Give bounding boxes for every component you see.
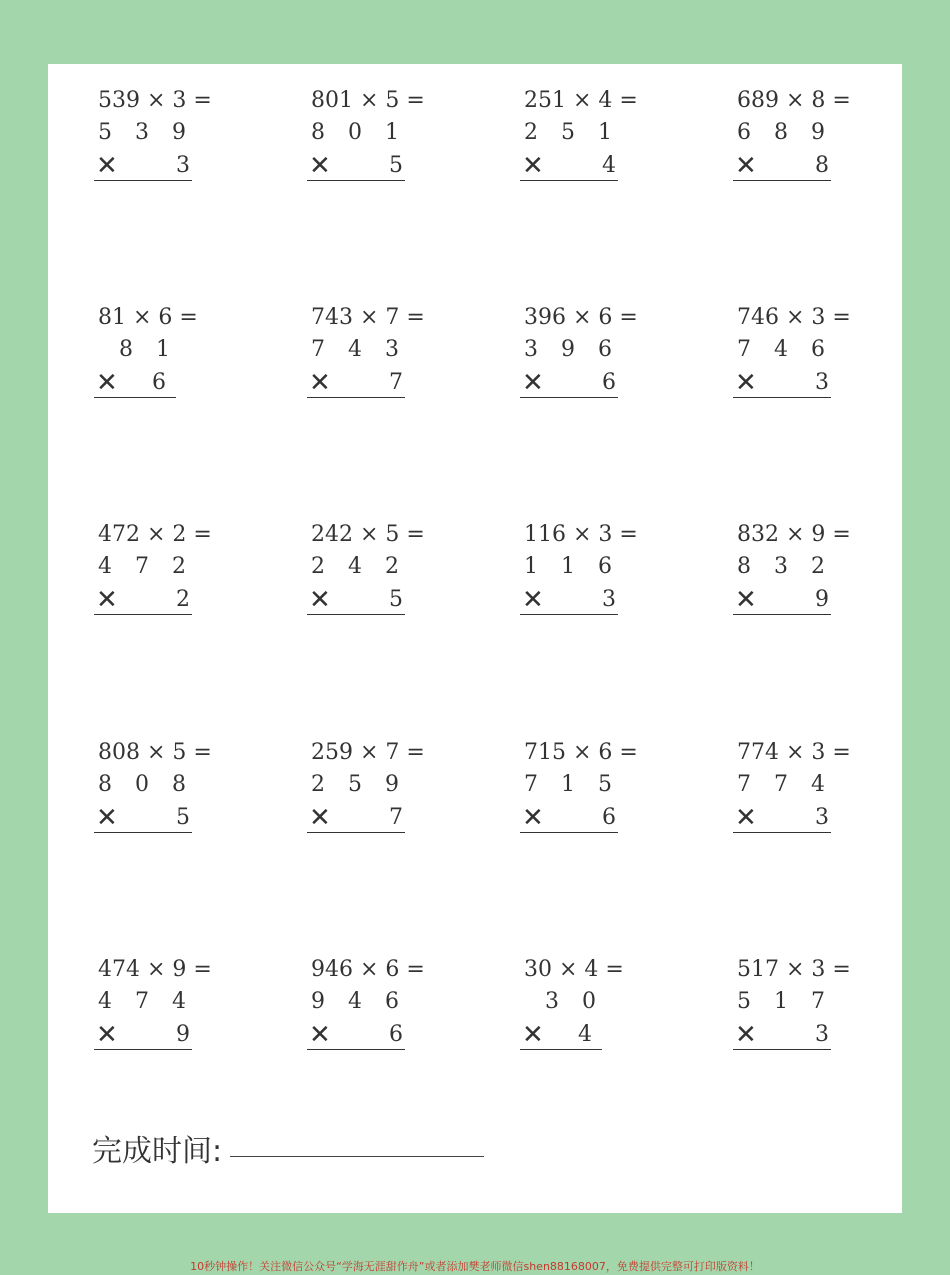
problem-15 — [524, 740, 644, 850]
vertical-top-number: 3 9 6 — [524, 337, 620, 362]
multiply-sign-icon: ✕ — [735, 1020, 757, 1050]
problem-expression: 242 × 5 = — [311, 522, 425, 547]
problem-expression: 396 × 6 = — [524, 305, 638, 330]
vertical-multiply-row — [520, 369, 618, 398]
vertical-top-number: 3 0 — [545, 989, 604, 1014]
vertical-multiplier: 6 — [602, 370, 616, 395]
vertical-top-number: 1 1 6 — [524, 554, 620, 579]
problem-7 — [524, 305, 644, 415]
multiply-sign-icon: ✕ — [309, 368, 331, 398]
vertical-multiply-row — [94, 1021, 192, 1050]
multiply-sign-icon: ✕ — [96, 151, 118, 181]
vertical-top-number: 9 4 6 — [311, 989, 407, 1014]
problem-expression: 743 × 7 = — [311, 305, 425, 330]
problem-8 — [737, 305, 857, 415]
problem-expression: 746 × 3 = — [737, 305, 851, 330]
multiply-sign-icon: ✕ — [522, 803, 544, 833]
vertical-top-number: 5 3 9 — [98, 120, 194, 145]
problem-19 — [524, 957, 644, 1067]
completion-time-label: 完成时间: — [92, 1134, 223, 1169]
vertical-multiplier: 3 — [176, 153, 190, 178]
vertical-top-number: 7 1 5 — [524, 772, 620, 797]
problem-expression: 539 × 3 = — [98, 88, 212, 113]
problem-expression: 259 × 7 = — [311, 740, 425, 765]
multiply-sign-icon: ✕ — [735, 368, 757, 398]
vertical-multiply-row — [94, 152, 192, 181]
problem-17 — [98, 957, 218, 1067]
vertical-top-number: 5 1 7 — [737, 989, 833, 1014]
vertical-multiply-row — [733, 586, 831, 615]
problem-9 — [98, 522, 218, 632]
vertical-multiplier: 5 — [176, 805, 190, 830]
vertical-multiplier: 3 — [815, 370, 829, 395]
vertical-multiply-row — [307, 804, 405, 833]
vertical-top-number: 8 0 8 — [98, 772, 194, 797]
problem-expression: 474 × 9 = — [98, 957, 212, 982]
vertical-top-number: 7 4 6 — [737, 337, 833, 362]
vertical-multiply-row — [307, 1021, 405, 1050]
vertical-multiplier: 6 — [602, 805, 616, 830]
vertical-top-number: 2 5 1 — [524, 120, 620, 145]
vertical-multiplier: 3 — [602, 587, 616, 612]
multiply-sign-icon: ✕ — [735, 585, 757, 615]
problem-2 — [311, 88, 431, 198]
vertical-multiplier: 6 — [389, 1022, 403, 1047]
multiply-sign-icon: ✕ — [522, 585, 544, 615]
vertical-top-number: 7 4 3 — [311, 337, 407, 362]
vertical-multiply-row — [520, 804, 618, 833]
vertical-multiply-row — [307, 586, 405, 615]
multiply-sign-icon: ✕ — [96, 1020, 118, 1050]
problem-expression: 801 × 5 = — [311, 88, 425, 113]
vertical-multiply-row — [307, 369, 405, 398]
problem-expression: 251 × 4 = — [524, 88, 638, 113]
worksheet-page — [48, 64, 902, 1213]
vertical-multiply-row — [520, 586, 618, 615]
vertical-multiplier: 6 — [152, 370, 166, 395]
problem-expression: 30 × 4 = — [524, 957, 624, 982]
problem-expression: 116 × 3 = — [524, 522, 638, 547]
vertical-multiplier: 5 — [389, 153, 403, 178]
vertical-top-number: 4 7 4 — [98, 989, 194, 1014]
vertical-multiplier: 2 — [176, 587, 190, 612]
multiply-sign-icon: ✕ — [309, 151, 331, 181]
vertical-multiply-row — [733, 1021, 831, 1050]
problem-6 — [311, 305, 431, 415]
multiply-sign-icon: ✕ — [96, 585, 118, 615]
problem-5 — [98, 305, 218, 415]
vertical-multiplier: 7 — [389, 370, 403, 395]
problem-3 — [524, 88, 644, 198]
vertical-multiplier: 3 — [815, 805, 829, 830]
problem-expression: 946 × 6 = — [311, 957, 425, 982]
multiply-sign-icon: ✕ — [522, 368, 544, 398]
vertical-multiply-row — [94, 804, 192, 833]
vertical-multiplier: 9 — [176, 1022, 190, 1047]
problem-1 — [98, 88, 218, 198]
multiply-sign-icon: ✕ — [309, 585, 331, 615]
vertical-multiply-row — [94, 369, 176, 398]
problem-expression: 808 × 5 = — [98, 740, 212, 765]
footer-notice: 10秒钟操作！关注微信公众号“学海无涯甜作舟”或者添加樊老师微信shen88168007，免费提供完整可打印版资料！ — [190, 1260, 760, 1273]
problem-4 — [737, 88, 857, 198]
vertical-top-number: 8 3 2 — [737, 554, 833, 579]
multiply-sign-icon: ✕ — [522, 1020, 544, 1050]
problem-expression: 517 × 3 = — [737, 957, 851, 982]
vertical-multiply-row — [733, 369, 831, 398]
multiply-sign-icon: ✕ — [522, 151, 544, 181]
problem-expression: 81 × 6 = — [98, 305, 198, 330]
vertical-top-number: 6 8 9 — [737, 120, 833, 145]
problem-18 — [311, 957, 431, 1067]
vertical-top-number: 7 7 4 — [737, 772, 833, 797]
problem-13 — [98, 740, 218, 850]
vertical-multiplier: 3 — [815, 1022, 829, 1047]
vertical-multiplier: 7 — [389, 805, 403, 830]
vertical-multiplier: 8 — [815, 153, 829, 178]
vertical-top-number: 8 0 1 — [311, 120, 407, 145]
vertical-multiply-row — [733, 804, 831, 833]
multiply-sign-icon: ✕ — [96, 803, 118, 833]
completion-time-answer-line — [230, 1156, 484, 1157]
problem-expression: 472 × 2 = — [98, 522, 212, 547]
vertical-multiplier: 5 — [389, 587, 403, 612]
vertical-multiply-row — [307, 152, 405, 181]
problem-expression: 832 × 9 = — [737, 522, 851, 547]
vertical-top-number: 4 7 2 — [98, 554, 194, 579]
vertical-multiplier: 9 — [815, 587, 829, 612]
vertical-multiplier: 4 — [578, 1022, 592, 1047]
vertical-top-number: 8 1 — [119, 337, 178, 362]
problem-11 — [524, 522, 644, 632]
problem-10 — [311, 522, 431, 632]
problem-expression: 689 × 8 = — [737, 88, 851, 113]
problem-14 — [311, 740, 431, 850]
multiply-sign-icon: ✕ — [735, 803, 757, 833]
vertical-multiply-row — [733, 152, 831, 181]
problem-16 — [737, 740, 857, 850]
multiply-sign-icon: ✕ — [735, 151, 757, 181]
vertical-multiplier: 4 — [602, 153, 616, 178]
vertical-multiply-row — [94, 586, 192, 615]
problem-expression: 774 × 3 = — [737, 740, 851, 765]
multiply-sign-icon: ✕ — [309, 803, 331, 833]
problem-12 — [737, 522, 857, 632]
problem-20 — [737, 957, 857, 1067]
multiply-sign-icon: ✕ — [309, 1020, 331, 1050]
vertical-multiply-row — [520, 152, 618, 181]
vertical-multiply-row — [520, 1021, 602, 1050]
problem-expression: 715 × 6 = — [524, 740, 638, 765]
multiply-sign-icon: ✕ — [96, 368, 118, 398]
vertical-top-number: 2 4 2 — [311, 554, 407, 579]
vertical-top-number: 2 5 9 — [311, 772, 407, 797]
